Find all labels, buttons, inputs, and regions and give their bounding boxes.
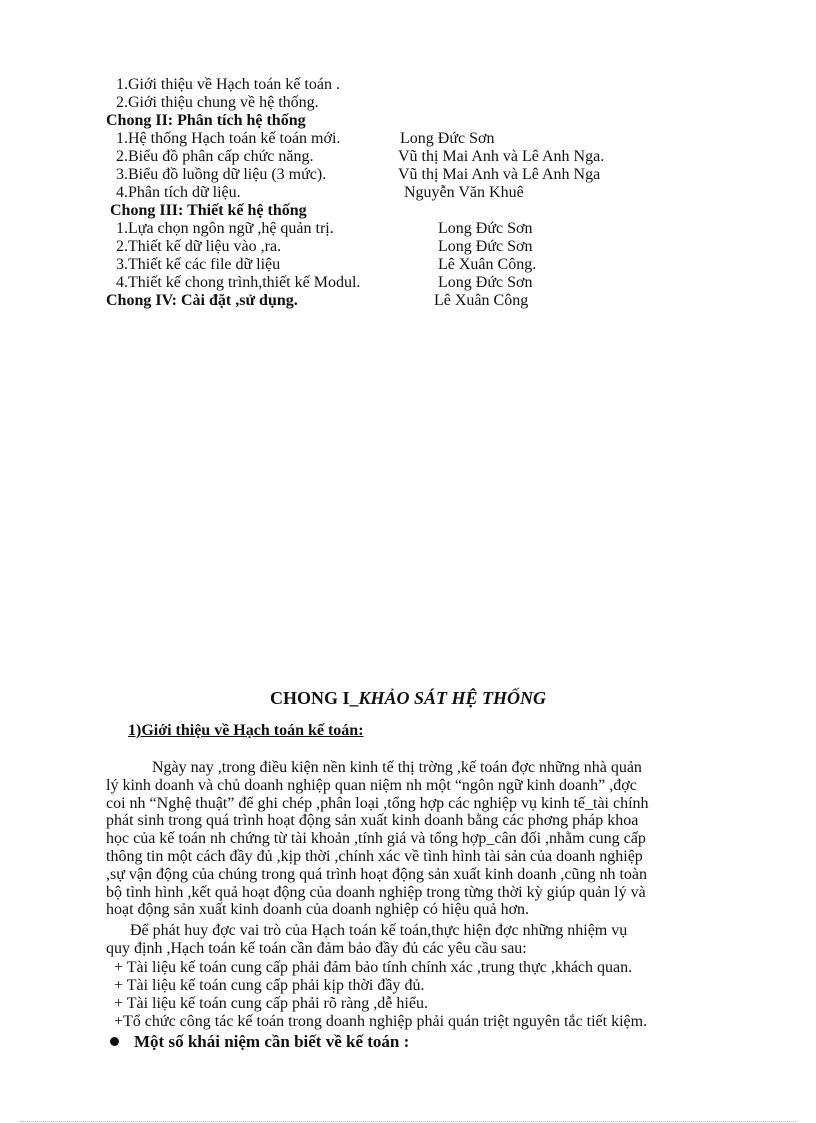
toc-line: 2.Biểu đồ phân cấp chức năng. — [116, 148, 314, 165]
toc-chapter-heading: Chong III: Thiết kế hệ thống — [110, 202, 307, 219]
paragraph-intro — [106, 759, 750, 919]
toc-line: 1.Hệ thống Hạch toán kế toán mới. — [116, 130, 341, 147]
section-heading: 1)Giới thiệu về Hạch toán kế toán: — [128, 722, 364, 739]
toc-chapter-heading: Chong II: Phân tích hệ thống — [106, 112, 306, 129]
bullet-icon — [110, 1037, 119, 1046]
chapter-title — [0, 688, 816, 709]
paragraph-line: học của kế toán nh chứng từ tài khoản ,tính giá và tổng hợp_cân đối ,nhằm cung cấp — [106, 830, 646, 848]
toc-author: Nguyễn Văn Khuê — [404, 184, 524, 201]
toc-author: Lê Xuân Công. — [438, 256, 537, 273]
toc-author: Long Đức Sơn — [438, 238, 533, 255]
bullet-heading: Một số khái niệm cần biết về kế toán : — [134, 1032, 410, 1051]
toc-line: 4.Phân tích dữ liệu. — [116, 184, 241, 201]
paragraph-line: coi nh “Nghệ thuật” để ghi chép ,phân loại ,tổng hợp các nghiệp vụ kinh tế_tài chính — [106, 794, 649, 812]
toc-line: 3.Thiết kế các file dữ liệu — [116, 256, 281, 273]
paragraph-requirements-intro — [106, 922, 750, 958]
toc-line: 1.Giới thiệu về Hạch toán kế toán . — [116, 76, 340, 93]
paragraph-line: Ngày nay ,trong điều kiện nền kinh tế thị trờng ,kế toán đợc những nhà quản — [152, 759, 642, 776]
toc-author: Long Đức Sơn — [438, 274, 533, 291]
paragraph-line: hoạt động sản xuất kinh doanh của doanh nghiệp có hiệu quả hơn. — [106, 901, 530, 919]
requirement-item: + Tài liệu kế toán cung cấp phải kịp thời đầy đủ. — [114, 977, 425, 994]
paragraph-line: thông tin một cách đầy đủ ,kịp thời ,chính xác về tình hình tài sản của doanh nghiệp — [106, 847, 643, 865]
toc-author: Long Đức Sơn — [438, 220, 533, 237]
requirement-item: + Tài liệu kế toán cung cấp phải đảm bảo tính chính xác ,trung thực ,khách quan. — [114, 959, 633, 976]
paragraph-line: phát sinh trong quá trình hoạt động sản xuất kinh doanh bằng các phơng pháp khoa — [106, 812, 639, 830]
chapter-name: KHẢO SÁT HỆ THỐNG — [358, 688, 547, 708]
toc-chapter-heading: Chong IV: Cài đặt ,sử dụng. — [106, 292, 298, 309]
page-bottom-rule — [20, 1121, 796, 1122]
paragraph-line: lý kinh doanh và chủ doanh nghiệp quan niệm nh một “ngôn ngữ kinh doanh” ,đợc — [106, 776, 637, 794]
paragraph-line: bộ tình hình ,kết quả hoạt động của doanh nghiệp trong từng thời kỳ giúp quản lý và — [106, 883, 646, 901]
toc-author: Long Đức Sơn — [400, 130, 495, 147]
requirement-item: +Tổ chức công tác kế toán trong doanh nghiệp phải quán triệt nguyên tắc tiết kiệm. — [114, 1013, 648, 1030]
toc-line: 3.Biểu đồ luồng dữ liệu (3 mức). — [116, 166, 327, 183]
toc-author: Lê Xuân Công — [434, 292, 529, 309]
toc-author: Vũ thị Mai Anh và Lê Anh Nga — [398, 166, 601, 183]
paragraph-line: quy định ,Hạch toán kế toán cần đảm bảo đầy đủ các yêu cầu sau: — [106, 939, 527, 957]
toc-line: 2.Thiết kế dữ liệu vào ,ra. — [116, 238, 282, 255]
paragraph-line: Để phát huy đợc vai trò của Hạch toán kế toán,thực hiện đợc những nhiệm vụ — [130, 922, 628, 939]
toc-line: 4.Thiết kế chong trình,thiết kế Modul. — [116, 274, 361, 291]
toc-author: Vũ thị Mai Anh và Lê Anh Nga. — [398, 148, 605, 165]
paragraph-line: ,sự vận động của chúng trong quá trình hoạt động sản xuất kinh doanh ,cũng nh toàn — [106, 865, 648, 883]
toc-line: 2.Giới thiệu chung về hệ thống. — [116, 94, 319, 111]
chapter-prefix: CHONG I_ — [269, 688, 359, 708]
toc-line: 1.Lựa chọn ngôn ngữ ,hệ quản trị. — [116, 220, 334, 237]
requirement-item: + Tài liệu kế toán cung cấp phải rõ ràng ,dễ hiểu. — [114, 995, 428, 1012]
